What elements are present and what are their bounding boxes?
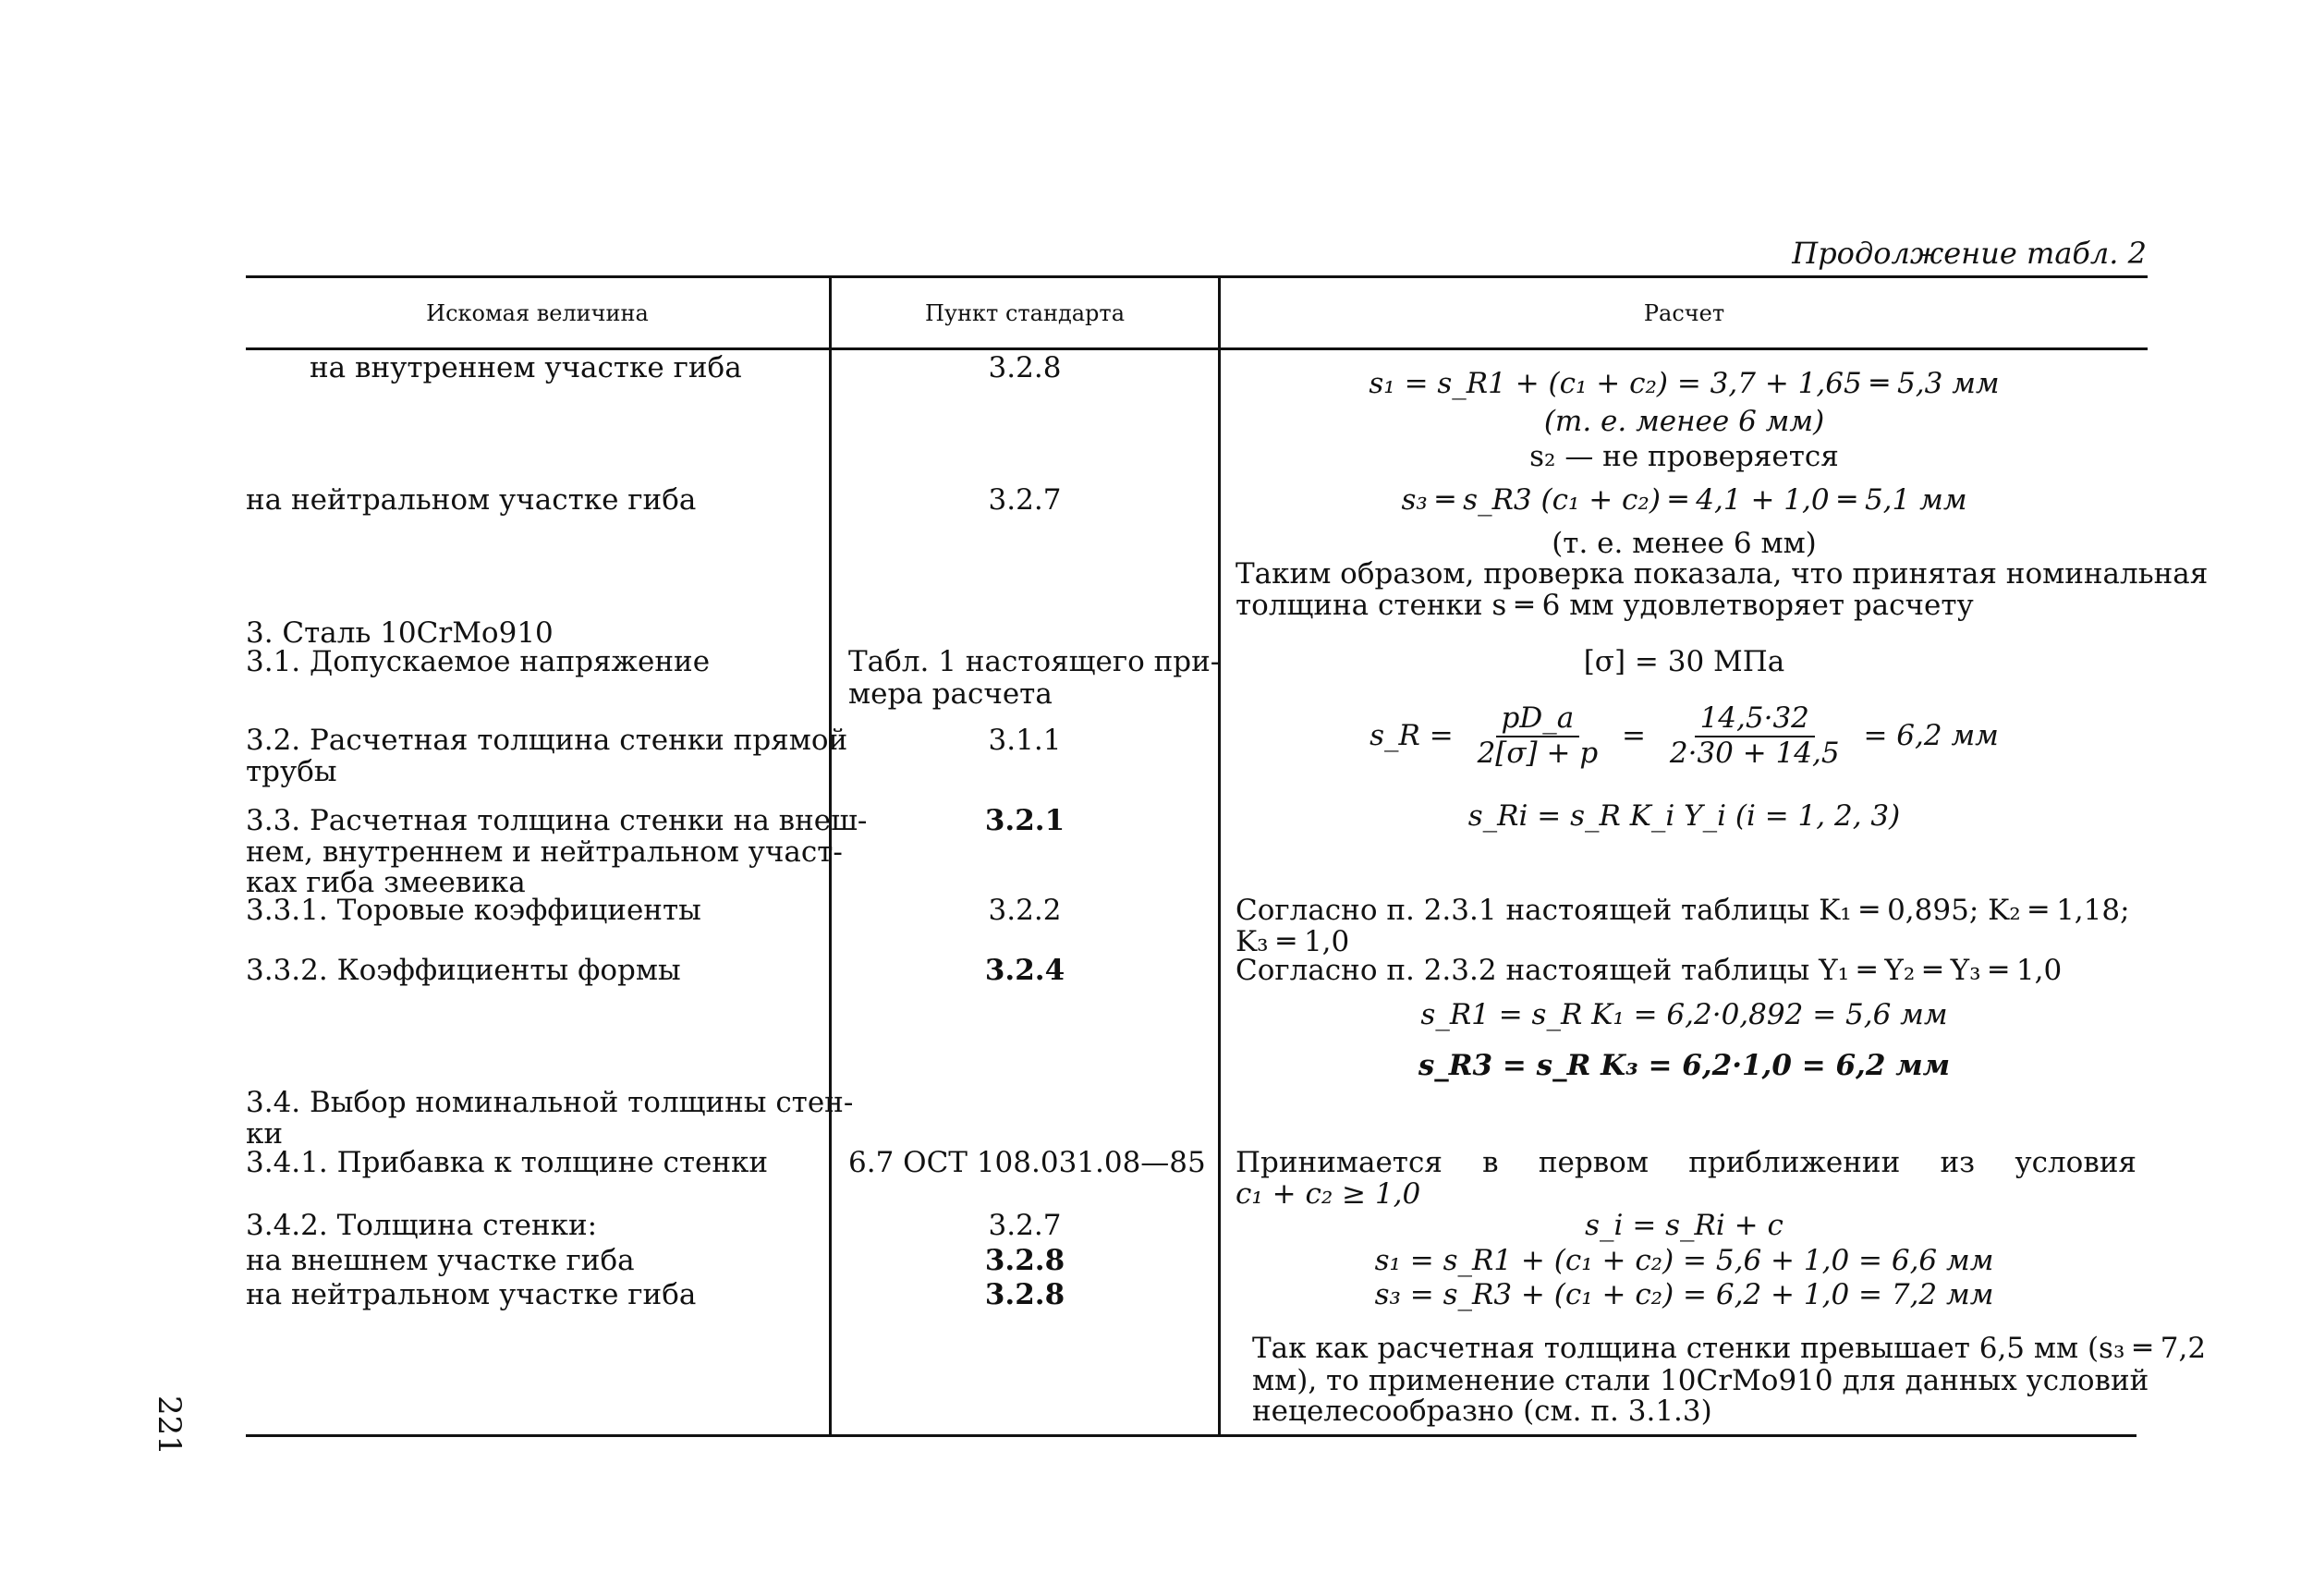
formula-denominator-symbolic: 2[σ] + p [1477, 736, 1599, 770]
calc-sr3: s_R3 = s_R K₃ = 6,2·1,0 = 6,2 мм [1418, 1049, 1951, 1082]
calc-allowance-line1: Принимается в первом приближении из условия [1236, 1146, 2136, 1179]
formula-numerator-symbolic: pD_a [1496, 702, 1580, 737]
quantity-bend-thickness-line3: ках гиба змеевика [246, 866, 526, 899]
table-top-rule [246, 275, 2148, 278]
quantity-straight-pipe-line2: трубы [246, 755, 337, 788]
calc-design-thickness-formula [1221, 702, 2148, 770]
clause-3-2-4: 3.2.4 [984, 954, 1065, 987]
calc-s3-neutral: s₃ ═ s_R3 (c₁ + c₂) ═ 4,1 + 1,0 ═ 5,1 мм [1401, 483, 1967, 517]
quantity-neutral-bend-2: на нейтральном участке гиба [246, 1278, 697, 1311]
formula-denominator-numeric: 2·30 + 14,5 [1669, 736, 1840, 770]
clause-3-2-1: 3.2.1 [984, 804, 1065, 837]
quantity-wall-allowance: 3.4.1. Прибавка к толщине стенки [246, 1146, 769, 1179]
quantity-straight-pipe-line1: 3.2. Расчетная толщина стенки прямой [246, 724, 848, 757]
calc-toroidal-line2: K₃ ═ 1,0 [1236, 925, 1350, 958]
calc-final-line1: Так как расчетная толщина стенки превышает 6,5 мм (s₃ ═ 7,2 [1252, 1332, 2207, 1365]
formula-fraction-numeric [1664, 702, 1845, 770]
quantity-toroidal-coefficients: 3.3.1. Торовые коэффициенты [246, 894, 701, 927]
quantity-allowable-stress: 3.1. Допускаемое напряжение [246, 645, 711, 678]
clause-3-2-2: 3.2.2 [988, 894, 1062, 927]
quantity-outer-bend: на внешнем участке гиба [246, 1244, 635, 1277]
formula-fraction-symbolic [1472, 702, 1604, 770]
clause-table1-line2: мера расчета [848, 677, 1053, 711]
calc-final-line2: мм), то применение стали 10CrMo910 для данных условий [1252, 1364, 2149, 1397]
clause-ost: 6.7 ОСТ 108.031.08—85 [848, 1146, 1206, 1179]
clause-3-2-8: 3.2.8 [988, 351, 1062, 384]
table-bottom-rule [246, 1434, 2136, 1437]
formula-result: = 6,2 мм [1863, 719, 1999, 753]
clause-table1-line1: Табл. 1 настоящего при- [848, 645, 1221, 678]
calc-s2-note: s₂ — не проверяется [1529, 440, 1839, 473]
clause-3-2-7-b: 3.2.7 [988, 1209, 1062, 1242]
page-number: 221 [151, 1395, 188, 1456]
clause-3-2-8-c: 3.2.8 [984, 1278, 1065, 1311]
calc-toroidal-line1: Согласно п. 2.3.1 настоящей таблицы K₁ ═ 0,895; K₂ ═ 1,18; [1236, 894, 2130, 927]
table-continuation-caption: Продолжение табл. 2 [1792, 236, 2147, 271]
calc-sri-formula: s_Ri = s_R K_i Y_i (i = 1, 2, 3) [1467, 799, 1901, 833]
calc-s1-outer: s₁ = s_R1 + (c₁ + c₂) = 5,6 + 1,0 = 6,6 мм [1374, 1244, 1994, 1277]
calc-conclusion-line2: толщина стенки s ═ 6 мм удовлетворяет расчету [1236, 589, 1974, 622]
clause-3-1-1: 3.1.1 [988, 724, 1062, 757]
calc-s1-note: (т. е. менее 6 мм) [1543, 405, 1825, 438]
formula-equals: = [1622, 719, 1647, 753]
clause-3-2-7: 3.2.7 [988, 483, 1062, 517]
quantity-shape-coefficients: 3.3.2. Коэффициенты формы [246, 954, 681, 987]
calc-s3-outer: s₃ = s_R3 + (c₁ + c₂) = 6,2 + 1,0 = 7,2 мм [1374, 1278, 1994, 1311]
table-header-rule [246, 347, 2148, 350]
quantity-inner-bend: на внутреннем участке гиба [310, 351, 742, 384]
quantity-nominal-thickness-line1: 3.4. Выбор номинальной толщины стен- [246, 1086, 854, 1119]
calc-s3-note: (т. е. менее 6 мм) [1552, 527, 1817, 560]
column-header-standard-clause: Пункт стандарта [924, 300, 1125, 326]
quantity-bend-thickness-line1: 3.3. Расчетная толщина стенки на внеш- [246, 804, 868, 837]
calc-si-formula: s_i = s_Ri + c [1585, 1209, 1783, 1242]
quantity-steel-heading: 3. Сталь 10CrMo910 [246, 616, 554, 650]
calc-s1-inner: s₁ = s_R1 + (c₁ + c₂) = 3,7 + 1,65 ═ 5,3 мм [1369, 367, 2000, 400]
calc-shape-line1: Согласно п. 2.3.2 настоящей таблицы Y₁ ═ Y₂ ═ Y₃ ═ 1,0 [1236, 954, 2063, 987]
quantity-neutral-bend: на нейтральном участке гиба [246, 483, 697, 517]
quantity-wall-thickness: 3.4.2. Толщина стенки: [246, 1209, 598, 1242]
calc-allowance-line2: c₁ + c₂ ≥ 1,0 [1236, 1177, 1421, 1211]
formula-lhs: s_R = [1370, 719, 1454, 753]
calc-allowable-stress: [σ] = 30 МПа [1583, 645, 1785, 678]
formula-numerator-numeric: 14,5·32 [1695, 702, 1815, 737]
calc-conclusion-line1: Таким образом, проверка показала, что принятая номинальная [1236, 557, 2209, 591]
calc-sr1: s_R1 = s_R K₁ = 6,2·0,892 = 5,6 мм [1420, 998, 1948, 1031]
column-header-calculation: Расчет [1643, 300, 1725, 326]
quantity-nominal-thickness-line2: ки [246, 1117, 284, 1151]
quantity-bend-thickness-line2: нем, внутреннем и нейтральном участ- [246, 835, 843, 869]
clause-3-2-8-b: 3.2.8 [984, 1244, 1065, 1277]
column-header-quantity: Искомая величина [426, 300, 649, 326]
calc-final-line3: нецелесообразно (см. п. 3.1.3) [1252, 1395, 1712, 1428]
